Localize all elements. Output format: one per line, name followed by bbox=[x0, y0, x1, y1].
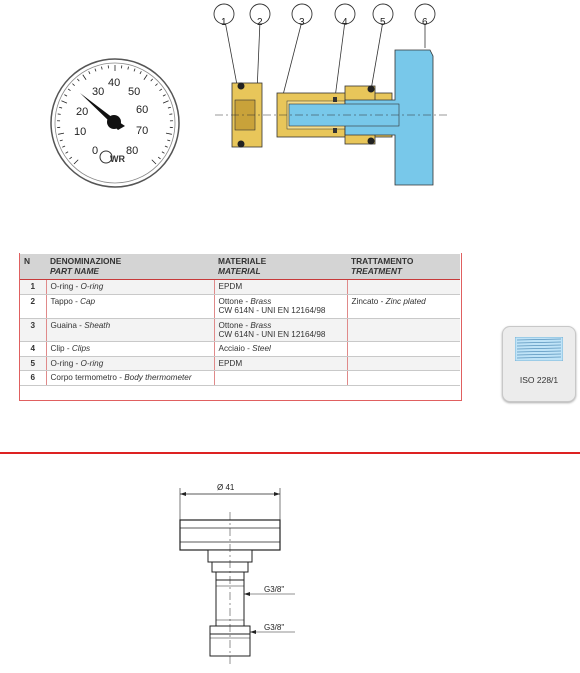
callout-4: 4 bbox=[342, 17, 348, 28]
thread-icon bbox=[515, 337, 563, 361]
header-material: MATERIALE MATERIAL bbox=[214, 254, 347, 280]
parts-table bbox=[20, 254, 460, 386]
table-row: 4 Clip - Clips Acciaio - Steel bbox=[20, 342, 460, 356]
callout-2: 2 bbox=[257, 17, 263, 28]
iso-label: ISO 228/1 bbox=[519, 375, 559, 385]
section-drawing bbox=[205, 0, 455, 200]
table-row: 1 O-ring - O-ring EPDM bbox=[20, 280, 460, 294]
dimension-drawing bbox=[160, 476, 320, 666]
gauge-label-50: 50 bbox=[128, 86, 141, 98]
callout-3: 3 bbox=[299, 17, 305, 28]
table-row: 3 Guaina - Sheath Ottone - Brass CW 614N - UNI EN 12164/98 bbox=[20, 318, 460, 342]
gauge-label-80: 80 bbox=[126, 145, 139, 157]
table-header-row bbox=[20, 254, 460, 280]
gauge-label-60: 60 bbox=[136, 104, 149, 116]
gauge-label-20: 20 bbox=[76, 106, 89, 118]
oring-1 bbox=[238, 83, 245, 90]
section-divider bbox=[0, 452, 580, 454]
gauge-label-10: 10 bbox=[74, 126, 87, 138]
diameter-label: Ø 41 bbox=[217, 483, 235, 492]
oring-5 bbox=[368, 86, 375, 93]
callout-1: 1 bbox=[221, 17, 227, 28]
header-n: N bbox=[20, 254, 46, 280]
header-part-name: DENOMINAZIONE PART NAME bbox=[46, 254, 214, 280]
table-row: 5 O-ring - O-ring EPDM bbox=[20, 356, 460, 370]
thread2-label: G3/8" bbox=[264, 623, 285, 632]
clip-part bbox=[333, 97, 337, 102]
table-row: 6 Corpo termometro - Body thermometer bbox=[20, 371, 460, 385]
callout-6: 6 bbox=[422, 17, 428, 28]
iso-badge bbox=[502, 326, 576, 402]
thread1-label: G3/8" bbox=[264, 585, 285, 594]
svg-text:WR: WR bbox=[110, 154, 125, 164]
gauge-label-40: 40 bbox=[108, 77, 121, 89]
gauge-label-0: 0 bbox=[92, 145, 99, 157]
gauge-label-30: 30 bbox=[92, 86, 105, 98]
gauge-label-70: 70 bbox=[136, 125, 149, 137]
header-treatment: TRATTAMENTO TREATMENT bbox=[347, 254, 460, 280]
table-row: 2 Tappo - Cap Ottone - Brass CW 614N - UNI EN 12164/98 Zincato - Zinc plated bbox=[20, 294, 460, 318]
thermometer-gauge bbox=[40, 58, 190, 188]
callout-5: 5 bbox=[380, 17, 386, 28]
